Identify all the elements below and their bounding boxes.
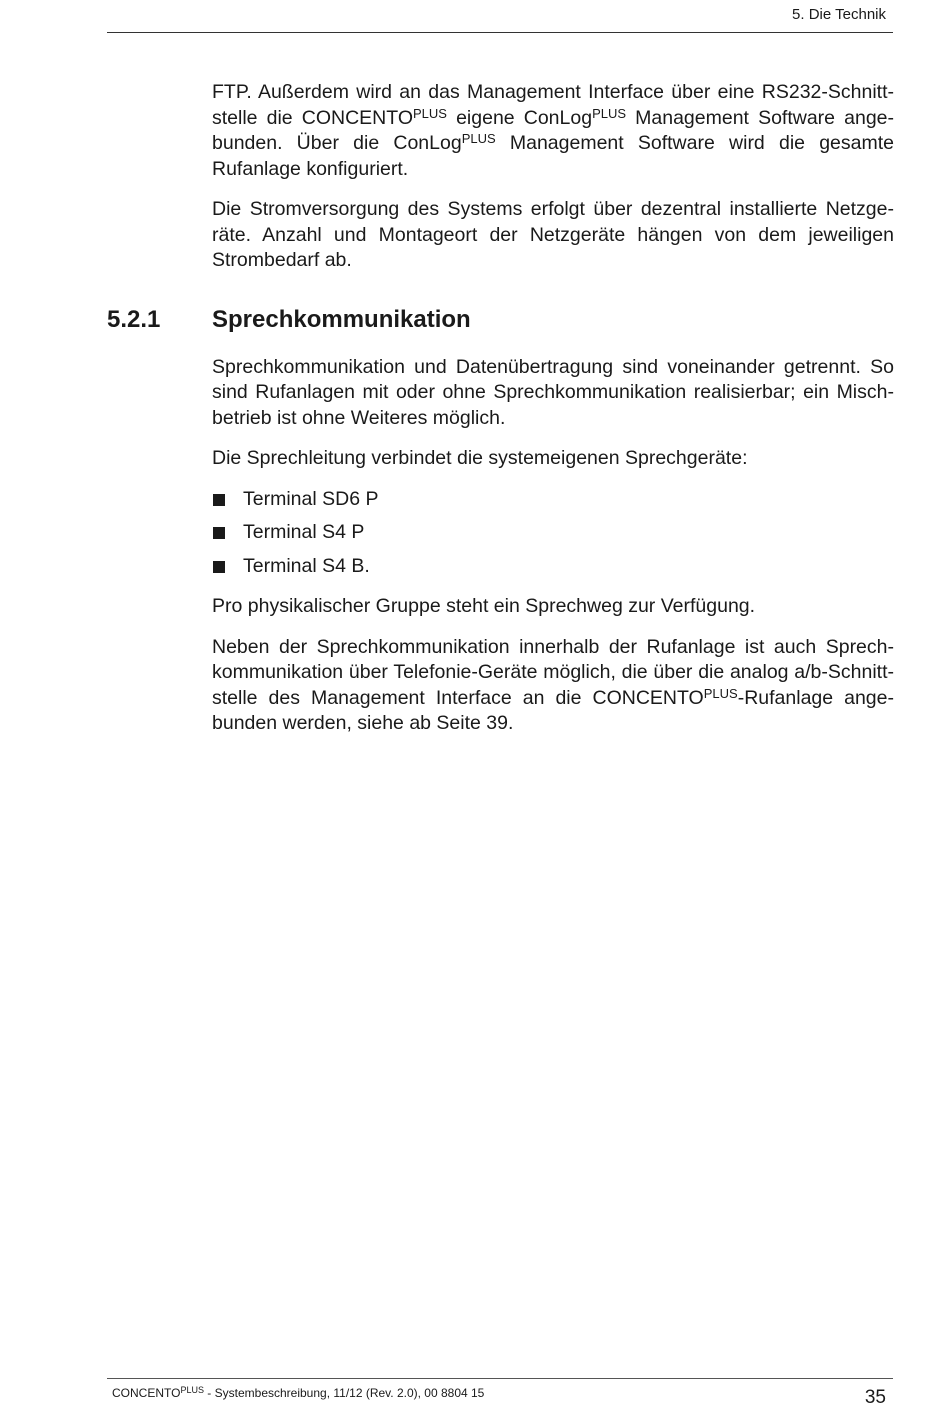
running-header (107, 5, 893, 33)
superscript: PLUS (180, 1385, 204, 1395)
bullet-square-icon (213, 494, 225, 506)
superscript: PLUS (592, 105, 627, 121)
list-item: Terminal S4 P (212, 520, 894, 546)
superscript: PLUS (703, 685, 738, 701)
chapter-title: 5. Die Technik (792, 6, 886, 23)
terminal-list (212, 487, 894, 580)
section-title: Sprechkommunikation (212, 305, 471, 333)
list-item: Terminal SD6 P (212, 487, 894, 513)
intro-paragraph: FTP. Außerdem wird an das Management Interface über eine RS232-Schnittstelle die $CONCENTO^{PLUS}$ eigene ConLog$^{PLUS}$ Management Software angebunden. Über die ConLog$^{PLUS}$ Management Software wird die gesamte Rufanlage konfiguriert. (212, 81, 895, 180)
section-number: 5.2.1 (107, 305, 161, 333)
section-paragraph-1: Sprechkommunikation und Datenübertragung sind voneinander getrennt. So sind Rufanlagen mit oder ohne Sprechkommunikation realisierbar; ein Mischbetrieb ist ohne Weiteres möglich. (212, 355, 894, 429)
superscript: PLUS (461, 131, 496, 146)
superscript: PLUS (413, 105, 447, 121)
document-reference: $CONCENTO^{PLUS}$ - Systembeschreibung, 11/12 (Rev. 2.0), 00 8804 15 (112, 1385, 485, 1400)
running-footer (107, 1378, 893, 1408)
page-number: 35 (864, 1387, 886, 1408)
section-paragraph-3: Pro physikalischer Gruppe steht ein Sprechweg zur Verfügung. (212, 595, 756, 617)
section-paragraph-2: Die Sprechleitung verbindet die systemeigenen Sprechgeräte: (212, 447, 748, 469)
bullet-square-icon (213, 527, 225, 539)
page-content (107, 80, 895, 752)
list-item: Terminal S4 B. (212, 554, 894, 580)
bullet-square-icon (213, 561, 225, 573)
section-paragraph-4: Neben der Sprechkommunikation innerhalb der Rufanlage ist auch Sprechkommunikation über Telefonie-Geräte möglich, die über die analog a/b-Schnittstelle des Management Interface an die $CONCENTO^{PLUS}$-Rufanlage angebunden werden, siehe ab Seite 39. (212, 635, 894, 734)
power-supply-paragraph: Die Stromversorgung des Systems erfolgt über dezentral installierte Netzgeräte. Anzahl und Montageort der Netzgeräte hängen von dem jeweiligen Strombedarf ab. (212, 198, 894, 271)
section-heading (107, 305, 894, 341)
